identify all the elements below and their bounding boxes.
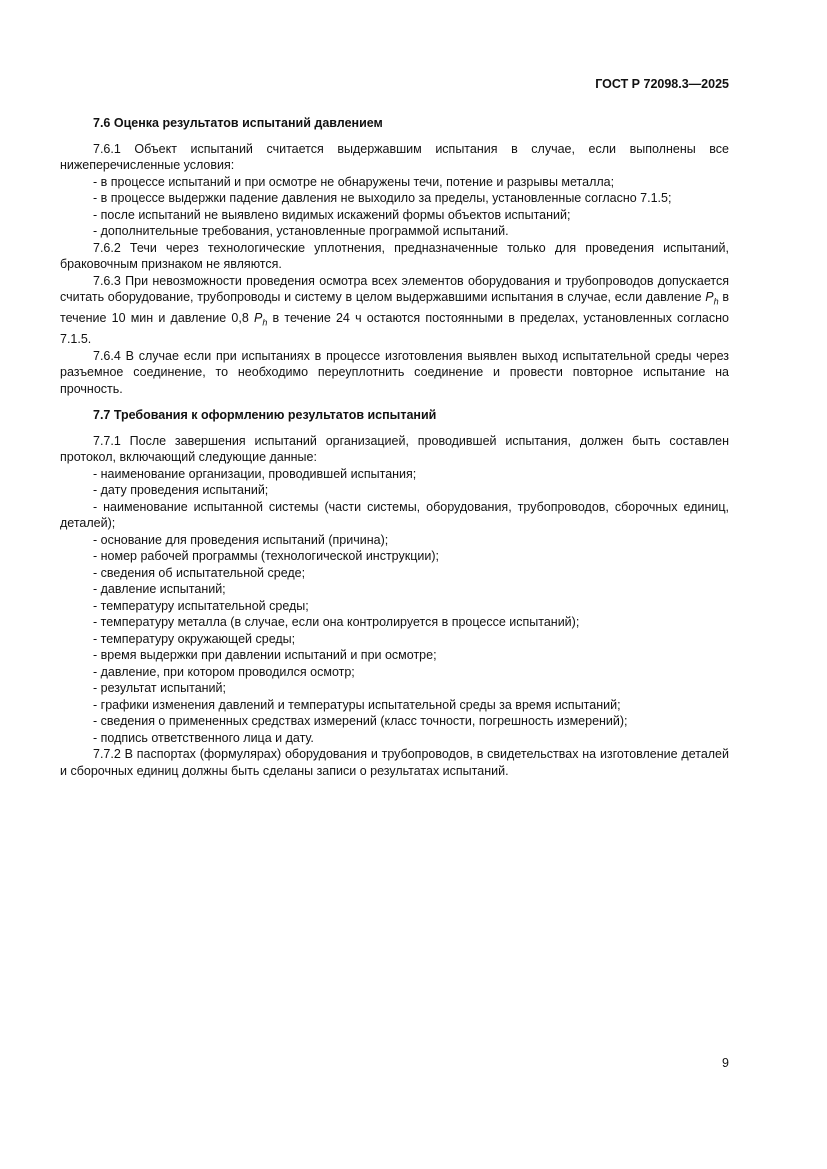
list-item: - температуру металла (в случае, если она контролируется в процессе испытаний);	[93, 615, 580, 629]
pressure-variable: $P_h$	[253, 311, 268, 328]
section-heading-7-7: 7.7 Требования к оформлению результатов испытаний	[93, 408, 437, 422]
paragraph-7-6-3-text-2: в течение 10 мин и давление 0,8	[60, 290, 729, 325]
document-code-header: ГОСТ Р 72098.3—2025	[595, 77, 729, 91]
list-item: - время выдержки при давлении испытаний и при осмотре;	[93, 648, 437, 662]
section-heading-7-6: 7.6 Оценка результатов испытаний давлением	[93, 116, 383, 130]
list-item: - основание для проведения испытаний (причина);	[93, 532, 389, 547]
list-item: - в процессе испытаний и при осмотре не обнаружены течи, потение и разрывы металла;	[93, 174, 615, 189]
list-item: - температуру испытательной среды;	[93, 598, 309, 613]
document-page	[60, 0, 729, 1169]
list-item: - давление испытаний;	[93, 582, 226, 596]
list-item: - подпись ответственного лица и дату.	[93, 730, 314, 745]
list-item: - сведения о примененных средствах измерений (класс точности, погрешность измерений);	[93, 714, 628, 728]
paragraph-7-6-3-text-1: 7.6.3 При невозможности проведения осмотра всех элементов оборудования и трубопроводов допускается считать оборудование, трубопроводы и систему в целом выдержавшими испытания в случае, если давление	[60, 273, 729, 304]
page-number: 9	[722, 1056, 729, 1070]
paragraph-7-7-1: 7.7.1 После завершения испытаний организацией, проводившей испытания, должен быть составлен протокол, включающий следующие данные:	[60, 433, 729, 464]
paragraph-7-7-2: 7.7.2 В паспортах (формулярах) оборудования и трубопроводов, в свидетельствах на изготовление деталей и сборочных единиц должны быть сделаны записи о результатах испытаний.	[60, 747, 729, 778]
document-body	[60, 115, 729, 779]
list-item: - сведения об испытательной среде;	[93, 565, 306, 580]
list-item: - давление, при котором проводился осмотр;	[93, 664, 355, 679]
paragraph-7-6-4: 7.6.4 В случае если при испытаниях в процессе изготовления выявлен выход испытательной среды через разъемное соединение, то необходимо переуплотнить соединение и провести повторное испытание на прочность.	[60, 348, 729, 396]
list-item: - температуру окружающей среды;	[93, 631, 296, 646]
list-item: - после испытаний не выявлено видимых искажений формы объектов испытаний;	[93, 207, 571, 222]
list-item: - результат испытаний;	[93, 681, 226, 695]
paragraph-7-6-2: 7.6.2 Течи через технологические уплотнения, предназначенные только для проведения испытаний, браковочным признаком не являются.	[60, 240, 729, 271]
paragraph-7-6-3	[60, 273, 729, 348]
paragraph-7-6-3-text-3: в течение 24 ч остаются постоянными в пределах, установленных согласно 7.1.5.	[60, 311, 729, 346]
list-item: - графики изменения давлений и температуры испытательной среды за время испытаний;	[93, 697, 621, 712]
list-item: - наименование испытанной системы (части системы, оборудования, трубопроводов, сборочных единиц, деталей);	[60, 499, 729, 530]
paragraph-7-6-1: 7.6.1 Объект испытаний считается выдержавшим испытания в случае, если выполнены все нижеперечисленные условия:	[60, 141, 729, 172]
list-item: - дату проведения испытаний;	[93, 483, 269, 497]
list-item: - наименование организации, проводившей испытания;	[93, 466, 417, 481]
list-item: - номер рабочей программы (технологической инструкции);	[93, 549, 439, 563]
pressure-variable: $P_h$	[705, 290, 719, 307]
list-item: - дополнительные требования, установленные программой испытаний.	[93, 224, 509, 238]
list-item: - в процессе выдержки падение давления не выходило за пределы, установленные согласно 7.1.5;	[93, 191, 672, 205]
